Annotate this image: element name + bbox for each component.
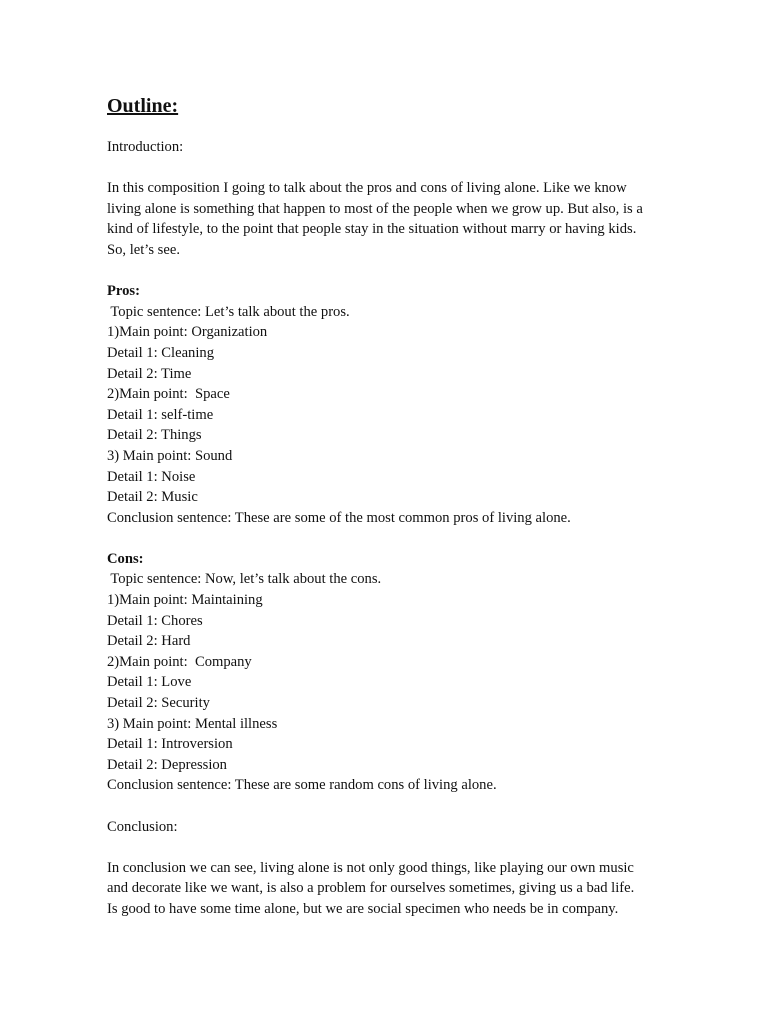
cons-line: Detail 1: Introversion: [107, 736, 233, 753]
cons-line: 2)Main point: Company: [107, 653, 252, 670]
conclusion-line: In conclusion we can see, living alone is not only good things, like playing our own music: [107, 859, 634, 876]
cons-line: Detail 1: Love: [107, 674, 192, 691]
cons-line: Detail 2: Depression: [107, 756, 227, 773]
introduction-line: So, let’s see.: [107, 241, 180, 258]
spacer: [107, 837, 667, 858]
pros-line: 3) Main point: Sound: [107, 447, 233, 464]
document-body: [107, 94, 667, 920]
conclusion-line: and decorate like we want, is also a problem for ourselves sometimes, giving us a bad life.: [107, 880, 635, 897]
introduction-line: living alone is something that happen to most of the people when we grow up. But also, is a: [107, 200, 643, 217]
introduction-line: kind of lifestyle, to the point that people stay in the situation without marry or having kids.: [107, 221, 637, 238]
pros-line: 1)Main point: Organization: [107, 324, 268, 341]
pros-line: Conclusion sentence: These are some of the most common pros of living alone.: [107, 509, 571, 526]
pros-heading: Pros:: [107, 283, 140, 300]
pros-line: Detail 1: Cleaning: [107, 344, 214, 361]
pros-line: Detail 1: Noise: [107, 468, 196, 485]
spacer: [107, 528, 667, 549]
pros-line: Detail 2: Music: [107, 489, 198, 506]
pros-line: 2)Main point: Space: [107, 386, 230, 403]
conclusion-paragraph: [107, 858, 667, 920]
cons-line: Topic sentence: Now, let’s talk about the cons.: [107, 571, 382, 588]
cons-line: Conclusion sentence: These are some random cons of living alone.: [107, 777, 497, 794]
cons-list: [107, 569, 667, 796]
conclusion-heading: Conclusion:: [107, 818, 178, 835]
pros-line: Detail 2: Time: [107, 365, 192, 382]
introduction-line: In this composition I going to talk about the pros and cons of living alone. Like we know: [107, 180, 627, 197]
outline-title: Outline:: [107, 95, 179, 117]
cons-line: 3) Main point: Mental illness: [107, 715, 278, 732]
introduction-heading: Introduction:: [107, 139, 184, 155]
pros-list: [107, 302, 667, 529]
spacer: [107, 261, 667, 282]
cons-line: Detail 2: Hard: [107, 633, 191, 650]
pros-line: Topic sentence: Let’s talk about the pros.: [107, 303, 350, 320]
spacer: [107, 796, 667, 817]
pros-line: Detail 2: Things: [107, 427, 202, 444]
introduction-paragraph: [107, 178, 667, 260]
spacer: [107, 158, 667, 179]
cons-line: Detail 2: Security: [107, 695, 210, 712]
conclusion-line: Is good to have some time alone, but we are social specimen who needs be in company.: [107, 900, 619, 917]
pros-line: Detail 1: self-time: [107, 406, 214, 423]
cons-heading: Cons:: [107, 550, 144, 567]
cons-line: 1)Main point: Maintaining: [107, 592, 263, 609]
cons-line: Detail 1: Chores: [107, 612, 203, 629]
